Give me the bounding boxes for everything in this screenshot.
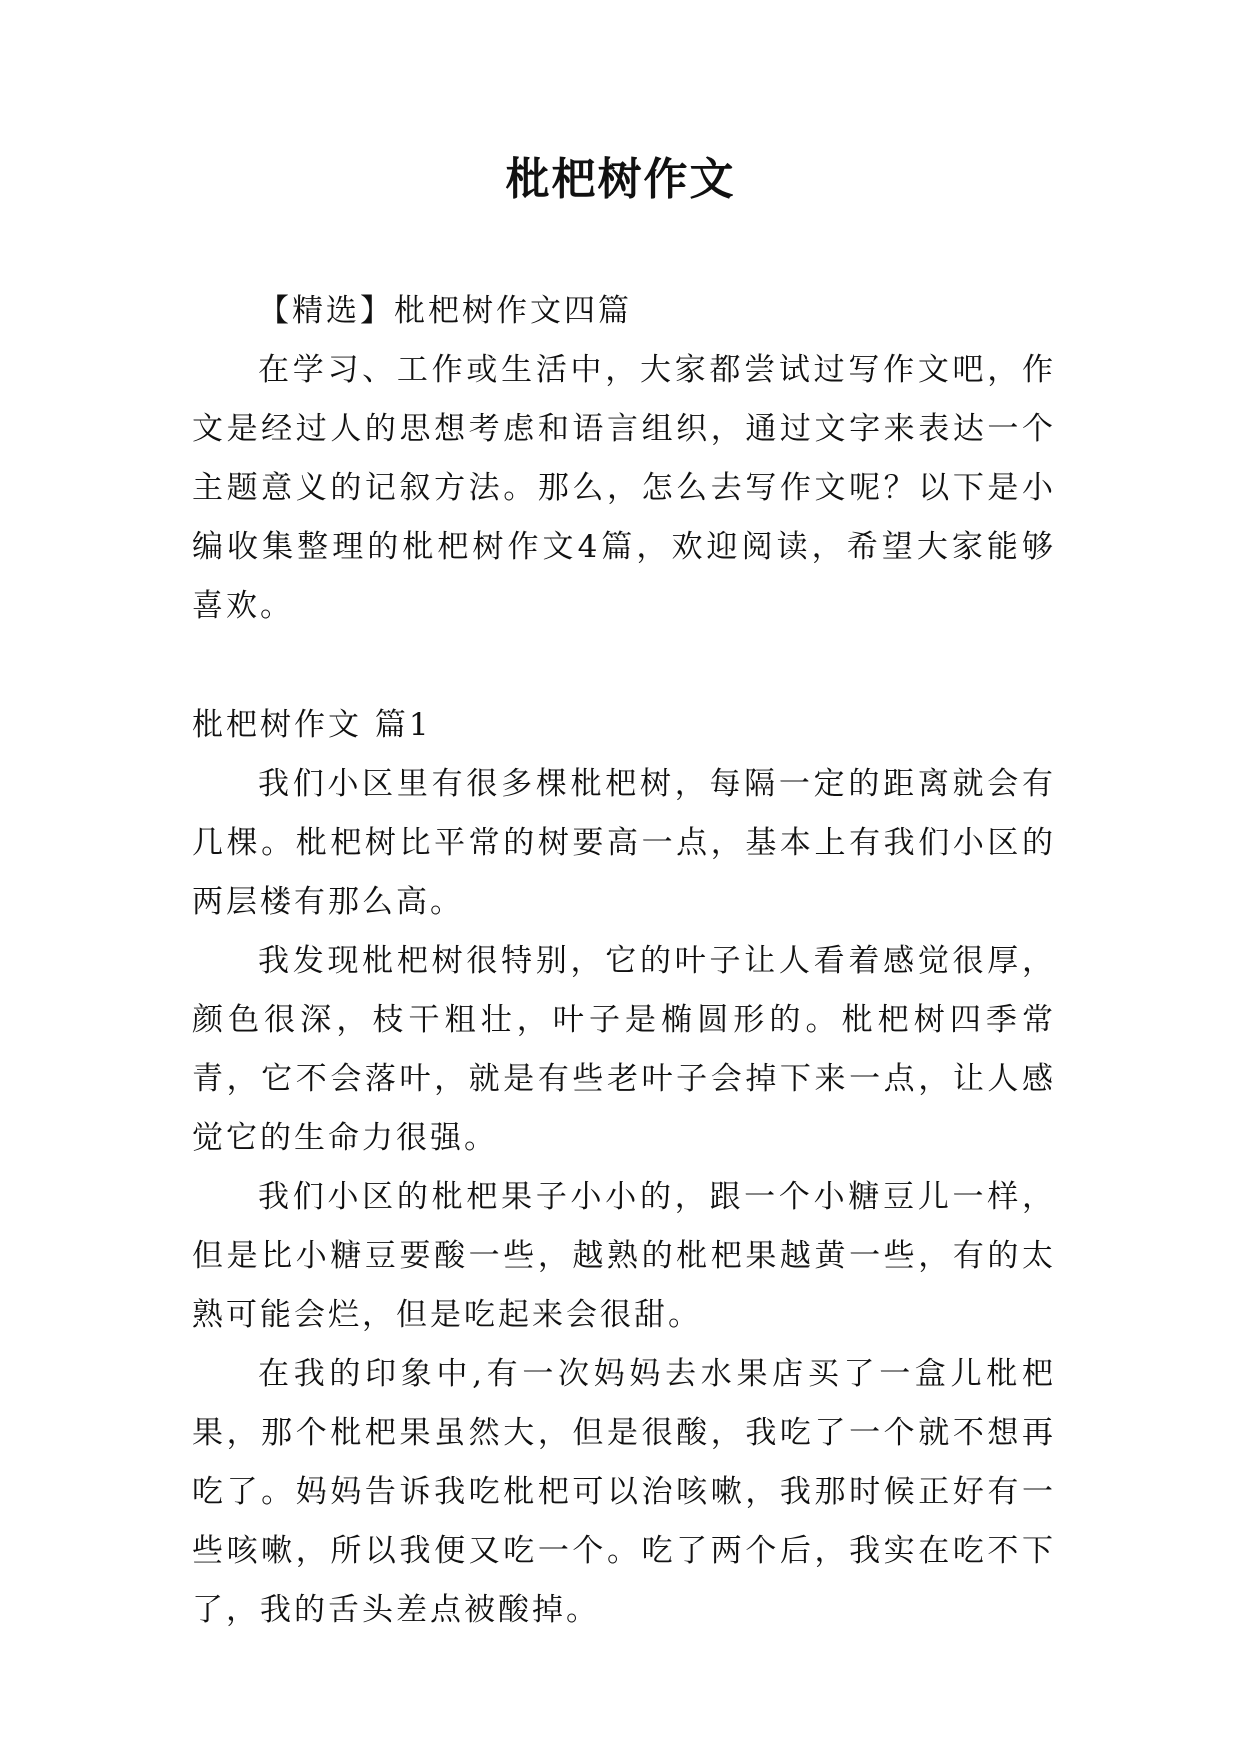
- document-subtitle: 【精选】枇杷树作文四篇: [258, 293, 632, 329]
- section-heading: 枇杷树作文 篇1: [192, 707, 432, 743]
- document-title: 枇杷树作文: [505, 154, 736, 205]
- intro-paragraph: 在学习、工作或生活中，大家都尝试过写作文吧，作文是经过人的思想考虑和语言组织，通过文字来表达一个主题意义的记叙方法。那么，怎么去写作文呢？以下是小编收集整理的枇杷树作文4篇，欢迎阅读，希望大家能够喜欢。: [192, 352, 1056, 624]
- body-paragraph: 在我的印象中,有一次妈妈去水果店买了一盒儿枇杷果，那个枇杷果虽然大，但是很酸，我吃了一个就不想再吃了。妈妈告诉我吃枇杷可以治咳嗽，我那时候正好有一些咳嗽，所以我便又吃一个。吃了两个后，我实在吃不下了，我的舌头差点被酸掉。: [192, 1356, 1056, 1628]
- body-paragraph: 我发现枇杷树很特别，它的叶子让人看着感觉很厚，颜色很深，枝干粗壮，叶子是椭圆形的。枇杷树四季常青，它不会落叶，就是有些老叶子会掉下来一点，让人感觉它的生命力很强。: [192, 943, 1056, 1156]
- document-body: [192, 282, 1056, 1640]
- body-paragraph: 我们小区的枇杷果子小小的，跟一个小糖豆儿一样，但是比小糖豆要酸一些，越熟的枇杷果越黄一些，有的太熟可能会烂，但是吃起来会很甜。: [192, 1179, 1056, 1333]
- body-paragraph: 我们小区里有很多棵枇杷树，每隔一定的距离就会有几棵。枇杷树比平常的树要高一点，基本上有我们小区的两层楼有那么高。: [192, 766, 1056, 920]
